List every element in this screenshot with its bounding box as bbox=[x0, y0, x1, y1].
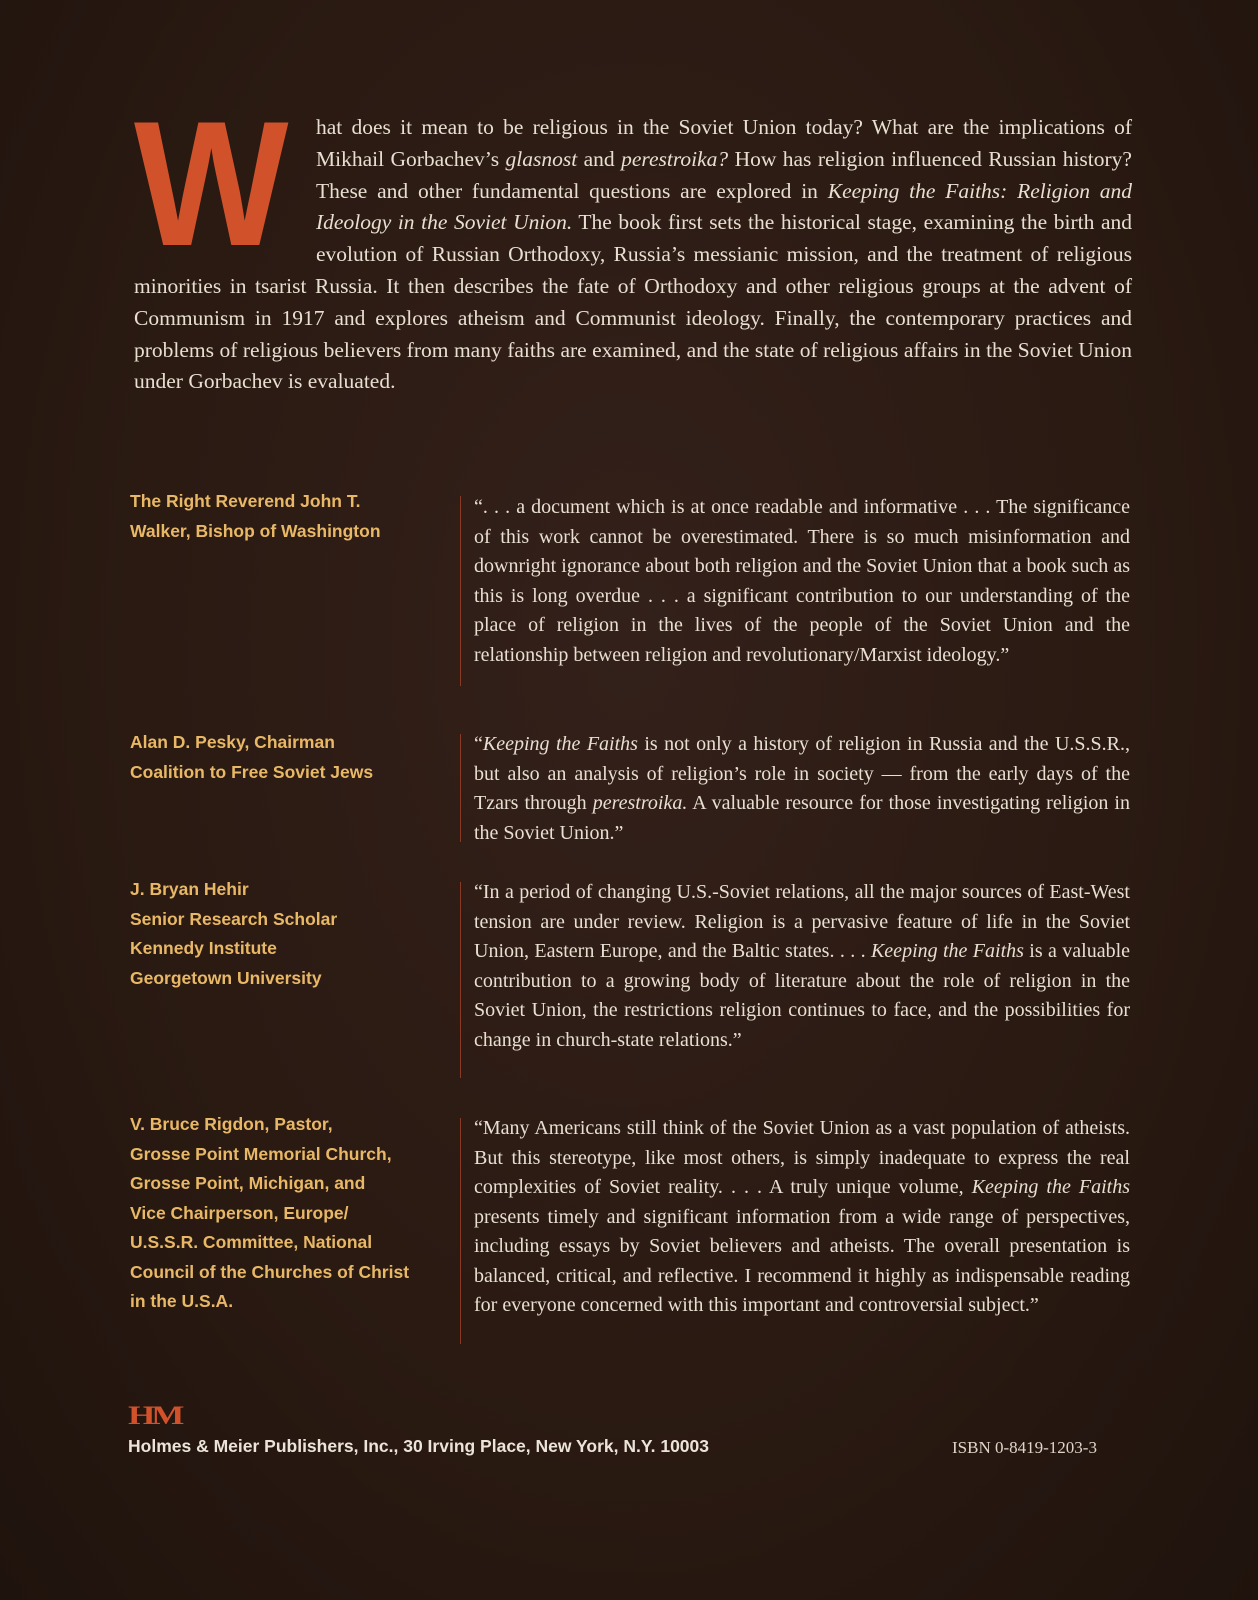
endorsement-quote-3: “In a period of changing U.S.-Soviet relations, all the major sources of East-West tension are under review. Religion is a pervasive feature of life in the Soviet Union, Eastern Europe, and the Baltic states. . . . Keeping the Faiths is a valuable contribution to a growing body of literature about the role of religion in the Soviet Union, the restrictions religion continues to face, and the possibilities for change in church-state relations.” bbox=[474, 881, 1131, 1051]
endorsement-author-2: Alan D. Pesky, Chairman Coalition to Free Soviet Jews bbox=[130, 732, 374, 782]
publisher-address: Holmes & Meier Publishers, Inc., 30 Irving Place, New York, N.Y. 10003 bbox=[128, 1436, 709, 1456]
publisher-logo: HM bbox=[128, 1401, 181, 1430]
book-title: Keeping the Faiths: Religion and Ideology in the Soviet Union. bbox=[316, 178, 1132, 235]
endorsement-quote-2: “Keeping the Faiths is not only a history of religion in Russia and the U.S.S.R., but also an analysis of religion’s role in society — from the early days of the Tzars through perestroika. A valuable resource for those investigating religion in the Soviet Union.” bbox=[474, 733, 1130, 844]
divider-rule bbox=[460, 734, 461, 842]
endorsement-quote-4: “Many Americans still think of the Soviet Union as a vast population of atheists. But this stereotype, like most others, is simply inadequate to express the real complexities of Soviet reality. . . . A truly unique volume, Keeping the Faiths presents timely and significant information from a wide range of perspectives, including essays by Soviet believers and atheists. The overall presentation is balanced, critical, and reflective. I recommend it highly as indispensable reading for everyone concerned with this important and controversial subject.” bbox=[474, 1117, 1130, 1316]
endorsement-author-1: The Right Reverend John T. Walker, Bishop of Washington bbox=[130, 491, 381, 541]
divider-rule bbox=[460, 496, 461, 686]
drop-cap: W bbox=[134, 84, 285, 283]
isbn-number: ISBN 0-8419-1203-3 bbox=[952, 1438, 1097, 1457]
divider-rule bbox=[460, 1118, 461, 1344]
endorsement-quote-1: “. . . a document which is at once readable and informative . . . The significance of this work cannot be overestimated. There is so much misinformation and downright ignorance about both religion and the Soviet Union that a book such as this is long overdue . . . a significant contribution to our understanding of the place of religion in the lives of the people of the Soviet Union and the relationship between religion and revolutionary/Marxist ideology.” bbox=[474, 496, 1130, 666]
intro-paragraph: W hat does it mean to be religious in the Soviet Union today? What are the implications of Mikhail Gorbachev’s glasnost and perestroika? How has religion influenced Russian history? These and other fundamental questions are explored in Keeping the Faiths: Religion and Ideology in the Soviet Union. The book first sets the historical stage, examining the birth and evolution of Russian Orthodoxy, Russia’s messianic mission, and the treatment of religious minorities in tsarist Russia. It then describes the fate of Orthodoxy and other religious groups at the advent of Communism in 1917 and explores atheism and Communist ideology. Finally, the contemporary practices and problems of religious believers from many faiths are examined, and the state of religious affairs in the Soviet Union under Gorbachev is evaluated. bbox=[134, 84, 1132, 394]
endorsement-author-4: V. Bruce Rigdon, Pastor, Grosse Point Memorial Church, Grosse Point, Michigan, and Vice Chairperson, Europe/ U.S.S.R. Committee, National Council of the Churches of Christ in the U.S.A. bbox=[130, 1114, 410, 1311]
divider-rule bbox=[460, 882, 461, 1078]
endorsement-author-3: J. Bryan Hehir Senior Research Scholar Kennedy Institute Georgetown University bbox=[130, 879, 338, 988]
